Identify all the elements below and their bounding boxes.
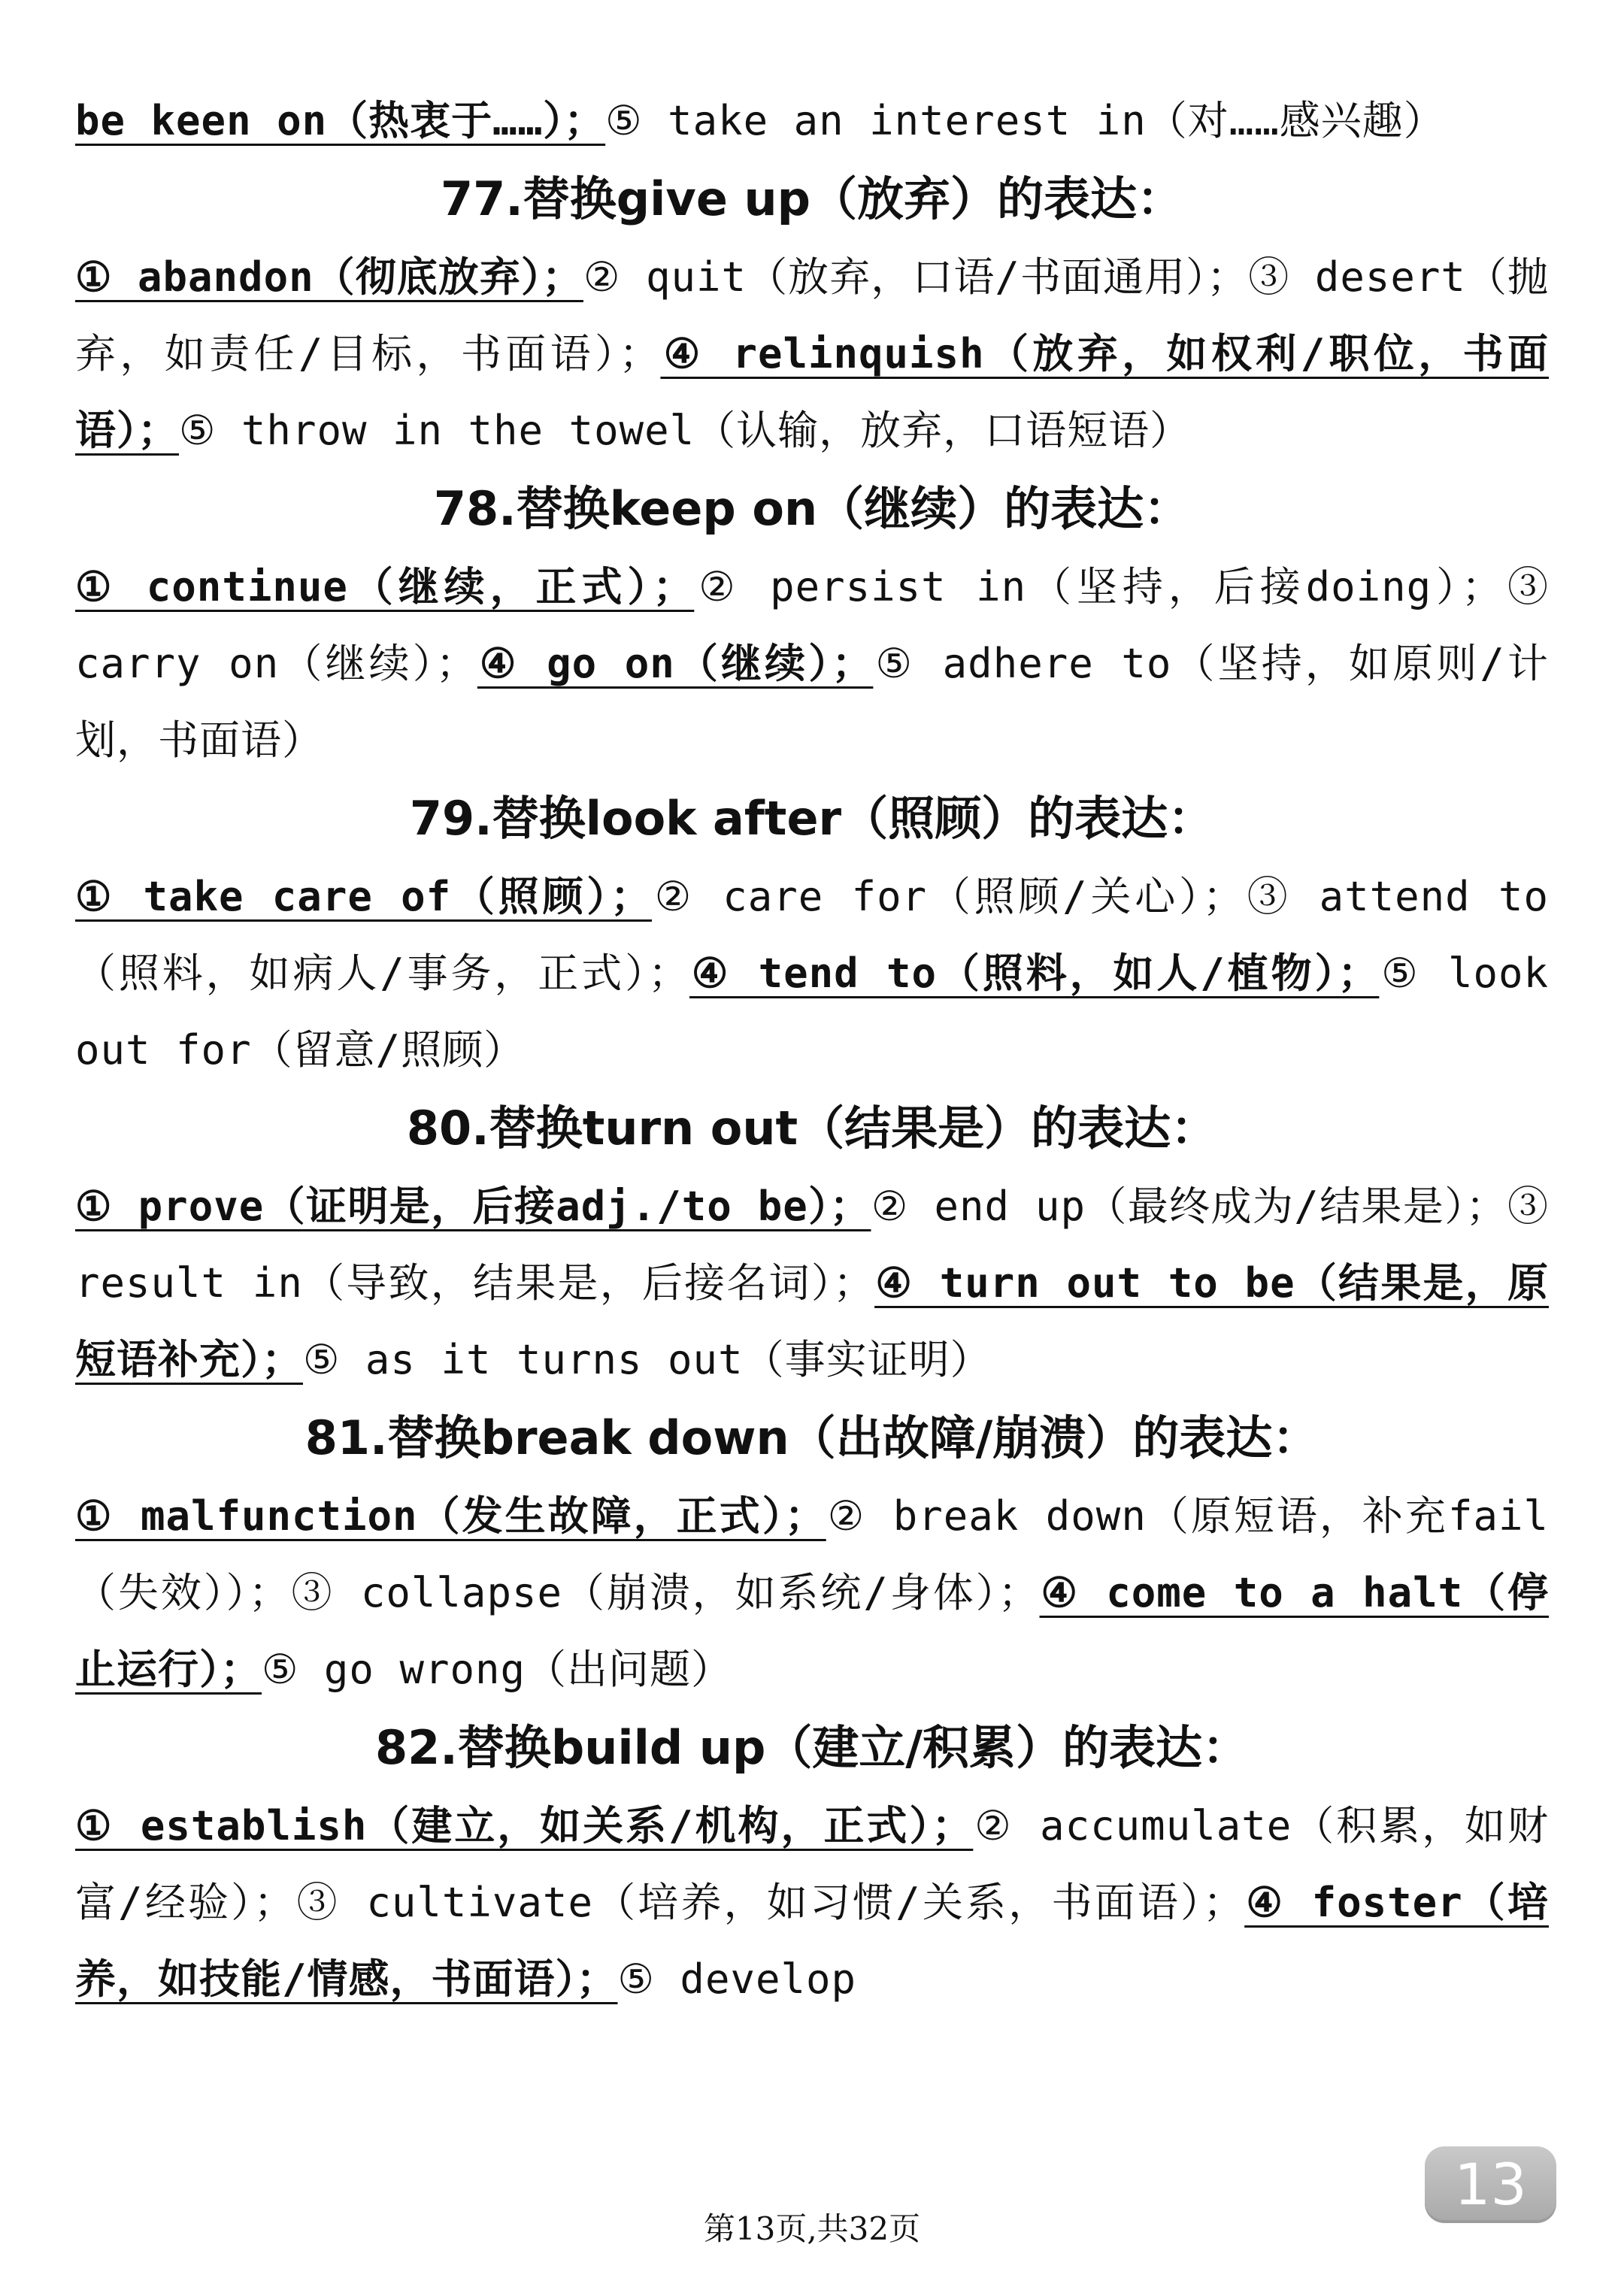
highlighted-phrase: ① prove（证明是，后接adj./to be）； — [75, 1183, 871, 1230]
phrase-text: ⑤ adhere to（坚持，如原则/计划，书面语） — [75, 640, 1549, 764]
phrase-text: ⑤ look out for（留意/照顾） — [75, 950, 1549, 1074]
phrase-text: ② accumulate（积累，如财富/经验）；③ cultivate（培养，如习惯/关系，书面语）； — [75, 1802, 1550, 1926]
phrase-text: ② quit（放弃，口语/书面通用）；③ desert（抛弃，如责任/目标，书面语）； — [75, 253, 1549, 377]
section-heading: 78.替换keep on（继续）的表达： — [433, 481, 1191, 536]
document-page — [75, 83, 1549, 2233]
section-heading: 77.替换give up（放弃）的表达： — [440, 171, 1184, 226]
highlighted-phrase: ④ turn out to be（结果是，原短语补充）； — [75, 1259, 1549, 1383]
highlighted-phrase: be keen on（热衷于……）； — [75, 97, 606, 144]
highlighted-phrase: ④ foster（培养，如技能/情感，书面语）； — [75, 1879, 1549, 2003]
section-heading: 81.替换break down（出故障/崩溃）的表达： — [304, 1410, 1320, 1465]
synonym-paragraph — [75, 239, 1549, 469]
highlighted-phrase: ① abandon（彻底放弃）； — [75, 253, 583, 301]
section-heading: 79.替换look after（照顾）的表达： — [409, 791, 1215, 846]
phrase-text: ⑤ take an interest in（对……感兴趣） — [605, 97, 1445, 144]
highlighted-phrase: ① continue（继续，正式）； — [75, 563, 695, 610]
phrase-text: ⑤ as it turns out（事实证明） — [303, 1336, 992, 1383]
highlighted-phrase: ④ come to a halt（停止运行）； — [75, 1569, 1549, 1693]
phrase-text: ⑤ develop — [617, 1955, 857, 2003]
phrase-text: ② end up（最终成为/结果是）；③ result in（导致，结果是，后接名词）； — [75, 1183, 1549, 1307]
phrase-text: ② break down（原短语，补充fail（失效））；③ collapse（崩溃，如系统/身体）； — [75, 1492, 1549, 1616]
phrase-text: ⑤ throw in the towel（认输，放弃，口语短语） — [179, 407, 1192, 454]
highlighted-phrase: ① malfunction（发生故障，正式）； — [75, 1492, 826, 1540]
highlighted-phrase: ④ tend to（照料，如人/植物）； — [689, 950, 1380, 997]
page-number-badge: 13 — [1425, 2146, 1556, 2223]
synonym-paragraph — [75, 83, 1549, 159]
phrase-text: ② persist in（坚持，后接doing）；③ carry on（继续）； — [75, 563, 1549, 687]
highlighted-phrase: ① establish（建立，如关系/机构，正式）； — [75, 1802, 974, 1849]
section-heading: 80.替换turn out（结果是）的表达： — [406, 1101, 1218, 1156]
synonym-paragraph — [75, 549, 1549, 779]
synonym-paragraph — [75, 859, 1549, 1089]
synonym-paragraph — [75, 1168, 1549, 1398]
synonym-paragraph — [75, 1788, 1549, 2018]
highlighted-phrase: ① take care of（照顾）； — [75, 873, 653, 920]
highlighted-phrase: ④ go on（继续）； — [477, 640, 874, 687]
phrase-text: ⑤ go wrong（出问题） — [262, 1646, 733, 1693]
section-heading: 82.替换build up（建立/积累）的表达： — [375, 1720, 1249, 1775]
phrase-text: ② care for（照顾/关心）；③ attend to（照料，如病人/事务，正式）； — [75, 873, 1549, 997]
page-footer: 第13页,共32页 — [703, 2210, 921, 2247]
synonym-paragraph — [75, 1478, 1549, 1708]
highlighted-phrase: ④ relinquish（放弃，如权利/职位，书面语）； — [75, 330, 1549, 454]
